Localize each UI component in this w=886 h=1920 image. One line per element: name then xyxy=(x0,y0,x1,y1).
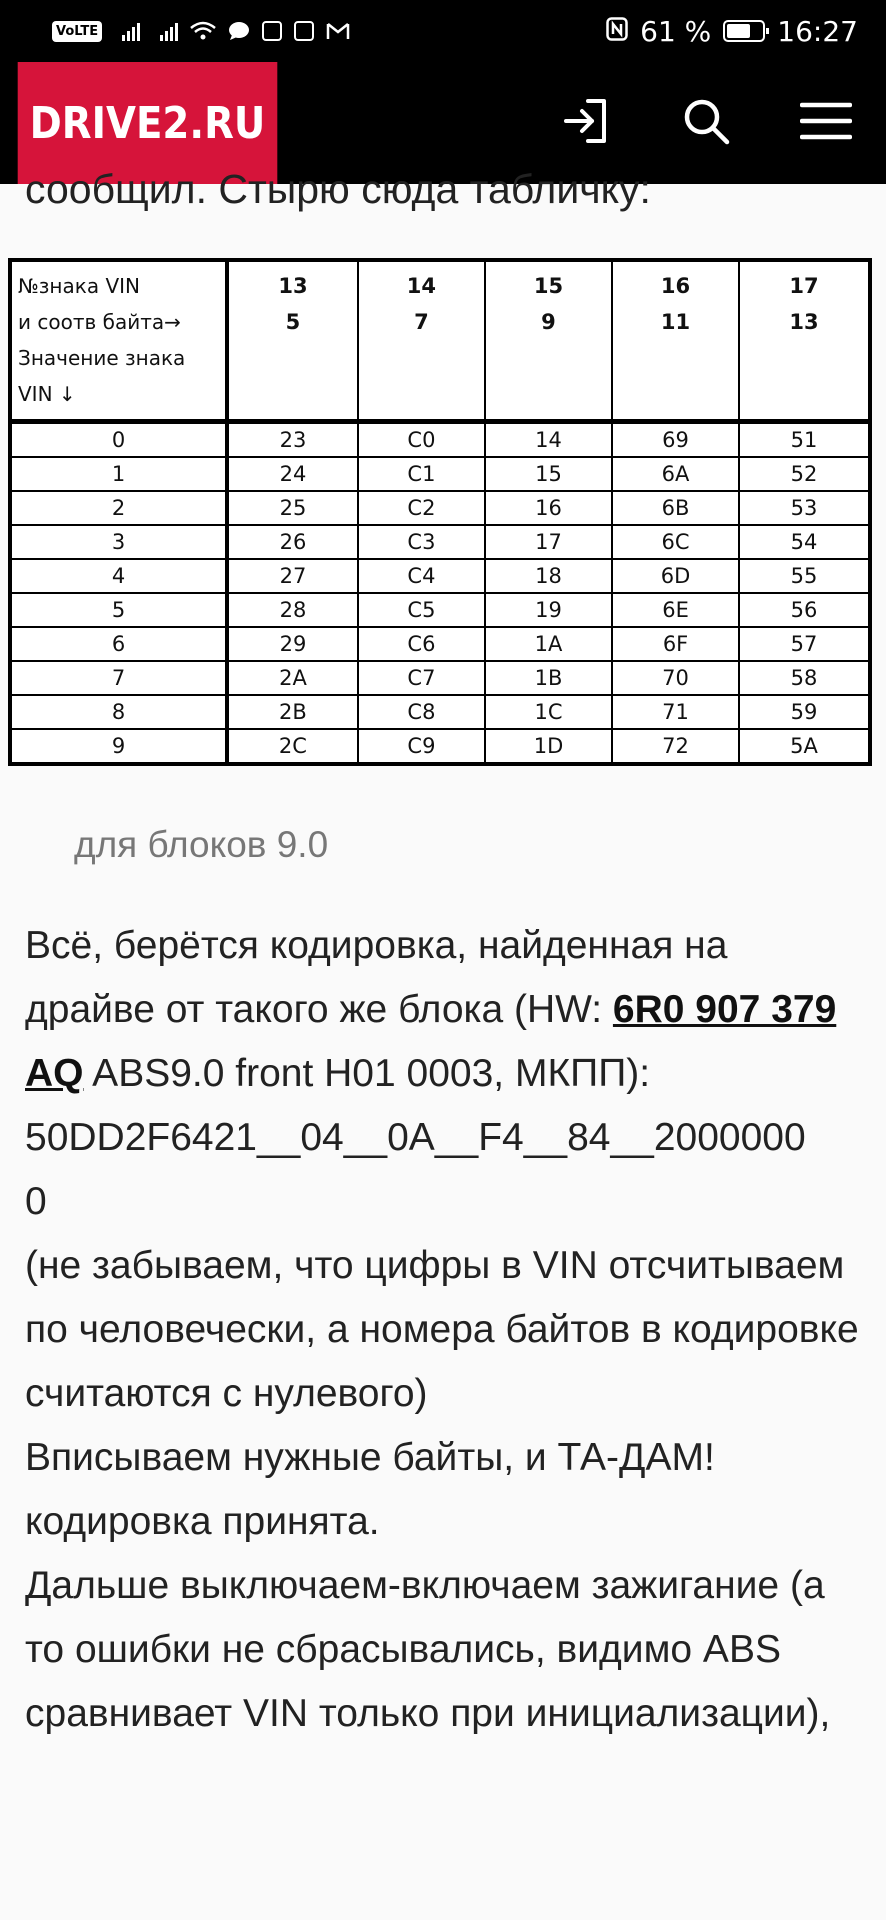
paragraph: (не забываем, что цифры в VIN отсчитываем по человечески, а номера байтов в кодировке считаются с нулевого) xyxy=(25,1244,859,1415)
table-cell: 2B xyxy=(227,695,358,729)
table-cell: 14 xyxy=(485,422,612,458)
table-cell: 6A xyxy=(612,457,739,491)
vin-position: 17 xyxy=(789,274,819,298)
vin-digit-cell: 6 xyxy=(10,627,227,661)
vin-position: 13 xyxy=(278,274,308,298)
table-row xyxy=(10,559,870,593)
vin-digit-cell: 2 xyxy=(10,491,227,525)
table-cell: 16 xyxy=(485,491,612,525)
battery-percent: 61 % xyxy=(640,14,712,48)
vin-digit-cell: 9 xyxy=(10,729,227,764)
vin-digit-cell: 3 xyxy=(10,525,227,559)
table-cell: 26 xyxy=(227,525,358,559)
table-cell: 2A xyxy=(227,661,358,695)
column-header xyxy=(485,260,612,422)
table-cell: 29 xyxy=(227,627,358,661)
signal-icon-2 xyxy=(160,21,178,41)
byte-number: 7 xyxy=(414,310,429,334)
gmail-icon xyxy=(326,15,350,48)
table-cell: 1C xyxy=(485,695,612,729)
table-cell: C0 xyxy=(358,422,485,458)
vin-byte-table xyxy=(8,258,872,766)
article-body xyxy=(25,914,865,1746)
column-header xyxy=(739,260,870,422)
table-row xyxy=(10,422,870,458)
header-line: №знака VIN xyxy=(18,274,141,298)
paragraph-text: ABS9.0 front H01 0003, МКПП): xyxy=(83,1052,651,1095)
menu-button[interactable] xyxy=(766,62,886,184)
table-cell: 2C xyxy=(227,729,358,764)
table-cell: 1B xyxy=(485,661,612,695)
table-cell: 24 xyxy=(227,457,358,491)
clipped-text-line: сообщил. Стырю сюда табличку: xyxy=(25,166,651,212)
table-cell: C5 xyxy=(358,593,485,627)
signal-icon xyxy=(122,21,140,41)
table-cell: 17 xyxy=(485,525,612,559)
paragraph: Вписываем нужные байты, и ТА-ДАМ! кодировка принята. xyxy=(25,1436,715,1543)
header-line: VIN ↓ xyxy=(18,382,76,406)
status-right xyxy=(606,15,858,48)
battery-icon xyxy=(723,20,765,42)
vin-digit-cell: 1 xyxy=(10,457,227,491)
table-cell: 6C xyxy=(612,525,739,559)
table-cell: 56 xyxy=(739,593,870,627)
table-cell: 5A xyxy=(739,729,870,764)
table-row xyxy=(10,729,870,764)
header-line: и соотв байта→ xyxy=(18,310,181,334)
table-cell: 71 xyxy=(612,695,739,729)
paragraph xyxy=(25,914,865,1106)
byte-number: 5 xyxy=(285,310,301,334)
table-cell: 57 xyxy=(739,627,870,661)
wifi-icon xyxy=(190,15,216,48)
part-number-link[interactable]: 6R0 907 379 AQ xyxy=(25,988,837,1095)
table-cell: 28 xyxy=(227,593,358,627)
table-cell: 55 xyxy=(739,559,870,593)
table-cell: C7 xyxy=(358,661,485,695)
table-row xyxy=(10,627,870,661)
search-button[interactable] xyxy=(646,62,766,184)
table-cell: C1 xyxy=(358,457,485,491)
vin-digit-cell: 4 xyxy=(10,559,227,593)
column-header xyxy=(227,260,358,422)
status-left xyxy=(52,15,350,48)
image-caption: для блоков 9.0 xyxy=(74,824,329,865)
table-cell: 54 xyxy=(739,525,870,559)
vin-digit-cell: 7 xyxy=(10,661,227,695)
header-first-cell xyxy=(10,260,227,422)
table-cell: 6E xyxy=(612,593,739,627)
search-icon xyxy=(682,97,730,150)
table-cell: C8 xyxy=(358,695,485,729)
mail-app-icon xyxy=(262,21,282,41)
table-cell: 59 xyxy=(739,695,870,729)
table-cell: 6D xyxy=(612,559,739,593)
table-cell: 69 xyxy=(612,422,739,458)
column-header xyxy=(358,260,485,422)
table-cell: 72 xyxy=(612,729,739,764)
table-row xyxy=(10,525,870,559)
table-cell: 27 xyxy=(227,559,358,593)
table-cell: 52 xyxy=(739,457,870,491)
table-cell: 25 xyxy=(227,491,358,525)
table-cell: 18 xyxy=(485,559,612,593)
nfc-icon xyxy=(606,15,628,48)
table-cell: 1D xyxy=(485,729,612,764)
column-header xyxy=(612,260,739,422)
table-cell: 51 xyxy=(739,422,870,458)
paragraph: Дальше выключаем-включаем зажигание (а то ошибки не сбрасывались, видимо ABS сравнивает VIN только при инициализации), xyxy=(25,1564,831,1735)
byte-number: 13 xyxy=(789,310,819,334)
vin-position: 14 xyxy=(406,274,437,298)
header-line: Значение знака xyxy=(18,346,186,370)
table-cell: 6B xyxy=(612,491,739,525)
bag-icon xyxy=(294,21,314,41)
byte-number: 11 xyxy=(660,310,691,334)
table-cell: C4 xyxy=(358,559,485,593)
table-header-row xyxy=(10,260,870,422)
table-row xyxy=(10,695,870,729)
volte-icon: VoLTE xyxy=(52,21,102,42)
table-row xyxy=(10,661,870,695)
vin-digit-cell: 8 xyxy=(10,695,227,729)
table-cell: C6 xyxy=(358,627,485,661)
status-bar xyxy=(0,0,886,62)
clock: 16:27 xyxy=(777,14,858,48)
login-icon xyxy=(560,95,612,152)
table-cell: C9 xyxy=(358,729,485,764)
vin-position: 16 xyxy=(660,274,691,298)
table-cell: 15 xyxy=(485,457,612,491)
vin-position: 15 xyxy=(533,274,564,298)
menu-icon xyxy=(800,101,852,146)
table-cell: 58 xyxy=(739,661,870,695)
table-cell: 23 xyxy=(227,422,358,458)
paragraph-text: Всё, берётся кодировка, найденная на драйве от такого же блока (HW: xyxy=(25,924,728,1031)
coding-line: 0 xyxy=(25,1180,47,1223)
table-row xyxy=(10,491,870,525)
table-cell: C2 xyxy=(358,491,485,525)
table-row xyxy=(10,457,870,491)
table-cell: 6F xyxy=(612,627,739,661)
vin-digit-cell: 0 xyxy=(10,422,227,458)
table-row xyxy=(10,593,870,627)
table-cell: C3 xyxy=(358,525,485,559)
vin-digit-cell: 5 xyxy=(10,593,227,627)
coding-line: 50DD2F6421__04__0A__F4__84__2000000 xyxy=(25,1116,806,1159)
chat-icon xyxy=(228,15,250,48)
table-cell: 19 xyxy=(485,593,612,627)
table-cell: 1A xyxy=(485,627,612,661)
table-cell: 70 xyxy=(612,661,739,695)
vin-table-image xyxy=(8,258,872,766)
table-cell: 53 xyxy=(739,491,870,525)
byte-number: 9 xyxy=(541,310,556,334)
site-logo[interactable]: DRIVE2.RU xyxy=(18,62,278,184)
